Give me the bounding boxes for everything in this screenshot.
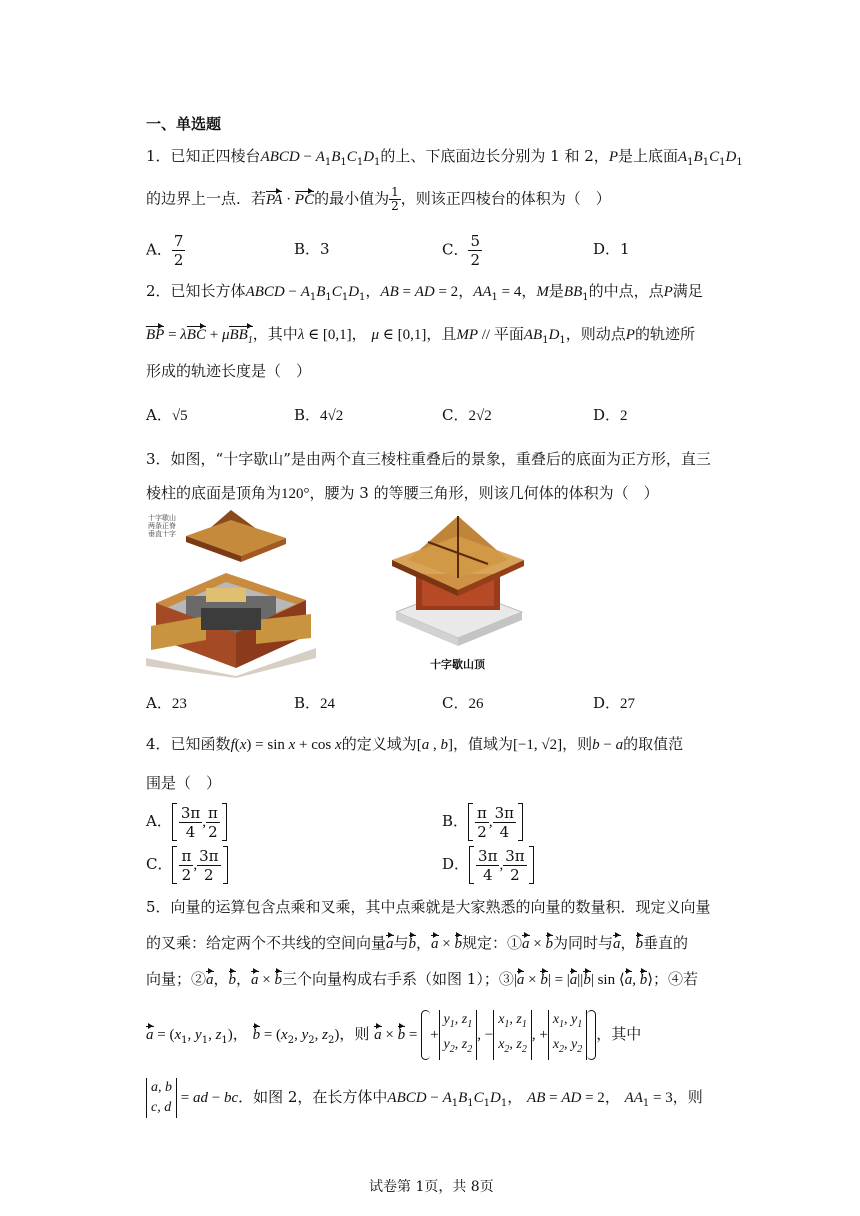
q3-option-b[interactable]: B．24 (294, 694, 336, 712)
question-3-line-2: 棱柱的底面是顶角为120°，腰为 3 的等腰三角形，则该几何体的体积为（ ） (146, 484, 659, 502)
question-1-line-2: 的边界上一点．若PA · PC的最小值为 $\frac{1}{2}$ ，则该正四棱台的体积为（ ） (146, 185, 611, 213)
q3-option-c[interactable]: C．26 (442, 694, 484, 712)
q2-option-c[interactable]: C．2√2 (442, 406, 492, 424)
question-4-line-2: 围是（ ） (146, 774, 222, 792)
q2-option-a[interactable]: A．√5 (146, 406, 188, 424)
q4-option-d[interactable]: D． $\frac{3\pi}{4}$ , $\frac{3\pi}{2}$ (442, 846, 534, 884)
q4-option-b[interactable]: B． $\frac{\pi}{2}$ , $\frac{3\pi}{4}$ (442, 803, 523, 841)
question-5-line-5: a, b c, d = ad − bc．如图 2，在长方体中ABCD − $A_1B_1C_1D_1$， AB = AD = 2， $AA_1 = 3$，则 (146, 1078, 703, 1118)
section-title: 一、单选题 (146, 115, 222, 133)
architecture-exploded-illustration (146, 508, 316, 678)
cross-gable-roof-illustration (388, 512, 528, 672)
q1-option-c[interactable]: C． $\frac{5}{2}$ (442, 232, 481, 269)
q3-option-a[interactable]: A．23 (146, 694, 187, 712)
question-5-line-1: 5．向量的运算包含点乘和叉乘，其中点乘就是大家熟悉的向量的数量积．现定义向量 (146, 898, 711, 916)
question-5-line-2: 的叉乘：给定两个不共线的空间向量a与b，a × b规定：①a × b为同时与a，b垂直的 (146, 934, 689, 952)
figure-caption: 十字歇山顶 (430, 658, 485, 671)
question-2-line-2: BP = λBC + μBB$_1$，其中λ ∈ [0,1]， μ ∈ [0,1]，且MP // 平面$AB_1D_1$，则动点P的轨迹所 (146, 325, 695, 346)
question-5-line-3: 向量；②a，b，a × b三个向量构成右手系（如图 1）；③|a × b| = |a||b| sin ⟨a, b⟩；④若 (146, 970, 699, 988)
question-4-line-1: 4．已知函数f(x) = sin x + cos x的定义域为[a , b]，值域为[−1, √2]，则b − a的取值范 (146, 735, 684, 753)
q3-option-d[interactable]: D．27 (593, 694, 636, 712)
figure-small-caption: 十字歇山 两条正脊 垂直十字 (148, 514, 176, 538)
q2-option-b[interactable]: B．4√2 (294, 406, 344, 424)
question-2-line-1: 2．已知长方体ABCD − $A_1B_1C_1D_1$，AB = AD = 2，$AA_1 = 4$，M是$BB_1$的中点，点P满足 (146, 282, 703, 303)
question-5-line-4: $a = (x_1$, $y_1$, $z_1$)， $b = (x_2$, $y_2$, $z_2$)，则 a × b = + $y_1$, $z_1$ $y_2$, $z_2$ , − $x_1$, $z_1$ $x_2$, $z_2$ , + $x_1$, $y_1$ $x_2$, $y_2$ ，其中 (146, 1010, 641, 1060)
page-footer: 试卷第 1页，共 8页 (369, 1179, 494, 1195)
q4-option-c[interactable]: C． $\frac{\pi}{2}$ , $\frac{3\pi}{2}$ (146, 846, 228, 884)
question-3-line-1: 3．如图，“十字歇山”是由两个直三棱柱重叠后的景象，重叠后的底面为正方形，直三 (146, 450, 711, 468)
q2-option-d[interactable]: D．2 (593, 406, 628, 424)
q4-option-a[interactable]: A． $\frac{3\pi}{4}$ , $\frac{\pi}{2}$ (146, 803, 227, 841)
q1-option-d[interactable]: D．1 (593, 240, 630, 258)
q1-option-a[interactable]: A． $\frac{7}{2}$ (146, 232, 184, 269)
question-1-line-1: 1．已知正四棱台ABCD − $A_1B_1C_1D_1$的上、下底面边长分别为 1 和 2，P是上底面$A_1B_1C_1D_1$ (146, 147, 743, 168)
q1-option-b[interactable]: B．3 (294, 240, 330, 258)
question-2-line-3: 形成的轨迹长度是（ ） (146, 362, 312, 380)
